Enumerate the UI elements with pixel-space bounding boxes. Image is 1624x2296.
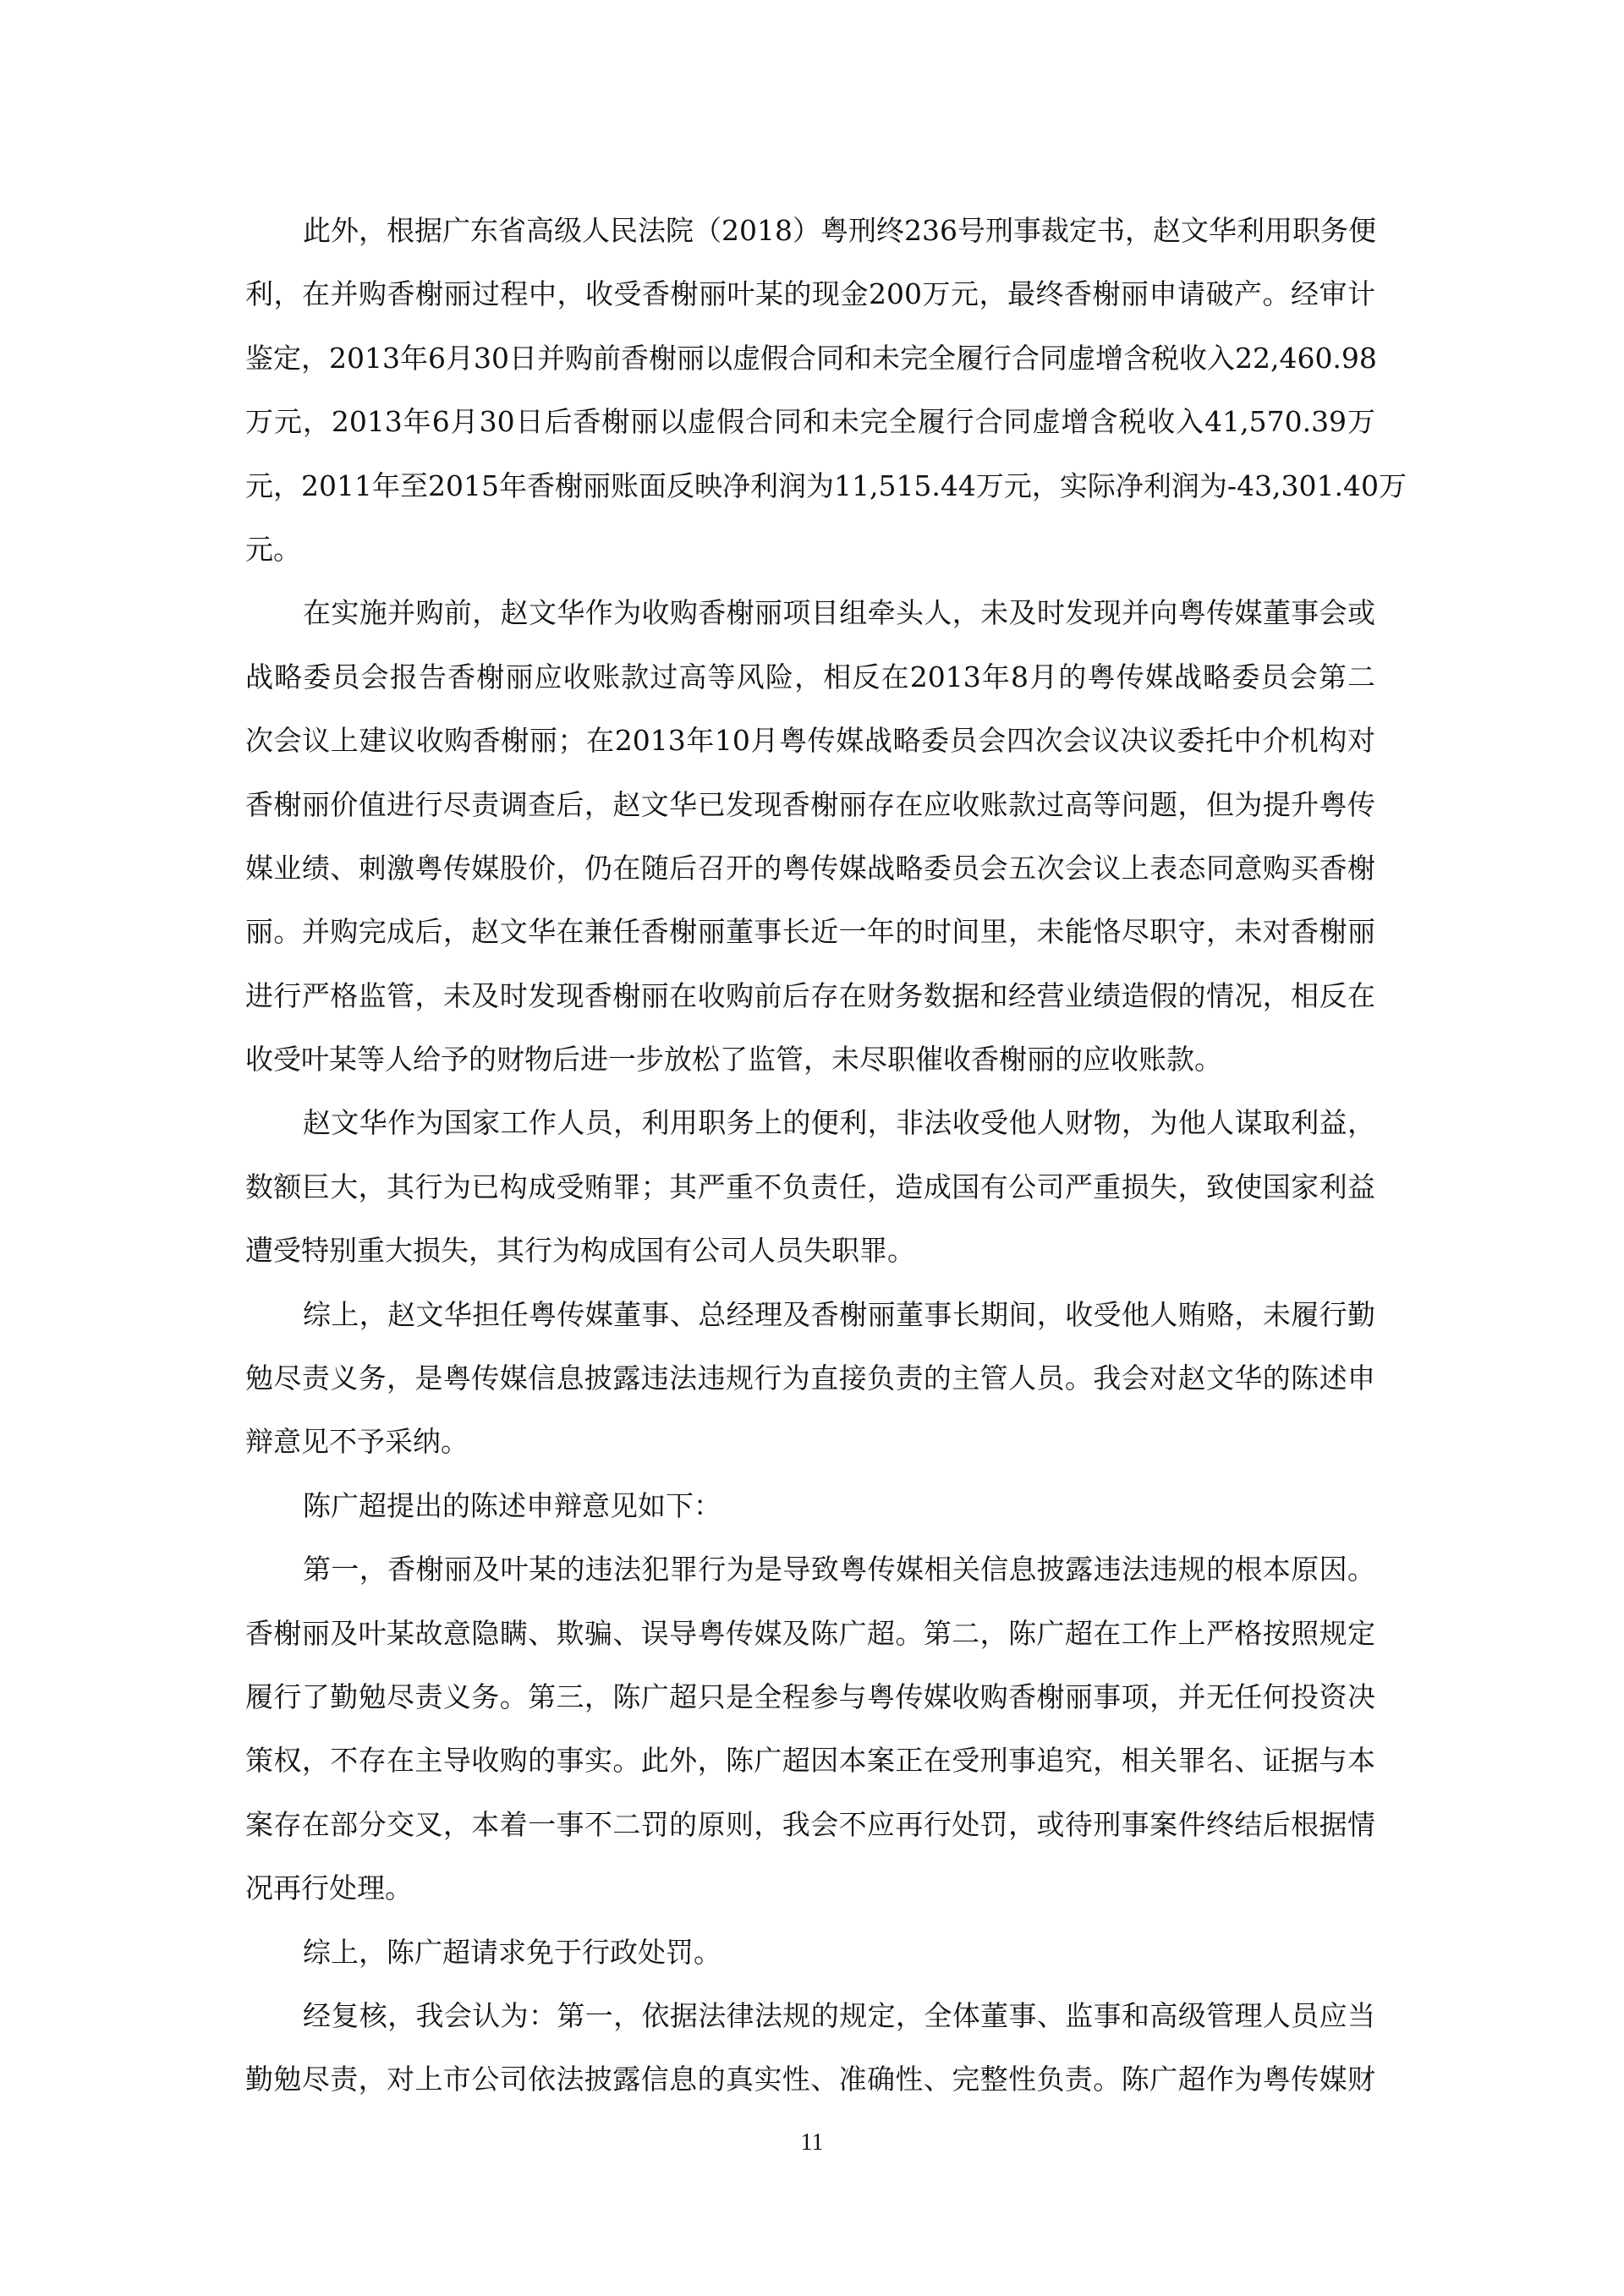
text-line: 案存在部分交叉，本着一事不二罚的原则，我会不应再行处罚，或待刑事案件终结后根据情 [245, 1807, 1375, 1841]
text-line: 履行了勤勉尽责义务。第三，陈广超只是全程参与粤传媒收购香榭丽事项，并无任何投资决 [245, 1680, 1375, 1713]
paragraph-6 [245, 1550, 1375, 1932]
text-line: 辩意见不予采纳。 [245, 1425, 469, 1459]
text-line: 数额巨大，其行为已构成受贿罪；其严重不负责任，造成国有公司严重损失，致使国家利益 [245, 1170, 1375, 1203]
text-line: 进行严格监管，未及时发现香榭丽在收购前后存在财务数据和经营业绩造假的情况，相反在 [245, 978, 1375, 1012]
paragraph-7 [245, 1933, 1375, 1997]
text-line: 策权，不存在主导收购的事实。此外，陈广超因本案正在受刑事追究，相关罪名、证据与本 [245, 1744, 1375, 1778]
text-line: 元。 [245, 532, 301, 566]
text-line: 在实施并购前，赵文华作为收购香榭丽项目组牵头人，未及时发现并向粤传媒董事会或 [303, 596, 1375, 630]
text-line: 此外，根据广东省高级人民法院（2018）粤刑终236号刑事裁定书，赵文华利用职务便 [303, 214, 1376, 247]
text-line: 综上，陈广超请求免于行政处罚。 [303, 1935, 721, 1969]
paragraph-2 [245, 594, 1375, 1104]
text-line: 香榭丽价值进行尽责调查后，赵文华已发现香榭丽存在应收账款过高等问题，但为提升粤传 [245, 787, 1375, 821]
text-line: 利，在并购香榭丽过程中，收受香榭丽叶某的现金200万元，最终香榭丽申请破产。经审计 [245, 277, 1375, 311]
text-line: 战略委员会报告香榭丽应收账款过高等风险，相反在2013年8月的粤传媒战略委员会第二 [245, 660, 1375, 693]
paragraph-8 [245, 1997, 1375, 2124]
text-line: 丽。并购完成后，赵文华在兼任香榭丽董事长近一年的时间里，未能恪尽职守，未对香榭丽 [245, 915, 1375, 949]
page-number: 11 [800, 2129, 824, 2156]
text-line: 元，2011年至2015年香榭丽账面反映净利润为11,515.44万元，实际净利润为-43,301.40万 [245, 469, 1407, 502]
text-line: 况再行处理。 [245, 1871, 413, 1905]
text-line: 万元，2013年6月30日后香榭丽以虚假合同和未完全履行合同虚增含税收入41,570.39万 [245, 405, 1375, 439]
text-line: 第一，香榭丽及叶某的违法犯罪行为是导致粤传媒相关信息披露违法违规的根本原因。 [303, 1553, 1375, 1586]
text-line: 媒业绩、刺激粤传媒股价，仍在随后召开的粤传媒战略委员会五次会议上表态同意购买香榭 [245, 851, 1375, 885]
document-body [245, 211, 1407, 2124]
text-line: 陈广超提出的陈述申辩意见如下： [303, 1488, 721, 1522]
text-line: 勉尽责义务，是粤传媒信息披露违法违规行为直接负责的主管人员。我会对赵文华的陈述申 [245, 1362, 1375, 1395]
paragraph-1 [245, 211, 1407, 594]
text-line: 赵文华作为国家工作人员，利用职务上的便利，非法收受他人财物，为他人谋取利益， [303, 1106, 1375, 1140]
text-line: 次会议上建议收购香榭丽；在2013年10月粤传媒战略委员会四次会议决议委托中介机构对 [245, 724, 1375, 758]
text-line: 勤勉尽责，对上市公司依法披露信息的真实性、准确性、完整性负责。陈广超作为粤传媒财 [245, 2063, 1375, 2096]
text-line: 综上，赵文华担任粤传媒董事、总经理及香榭丽董事长期间，收受他人贿赂，未履行勤 [303, 1297, 1375, 1331]
paragraph-3 [245, 1104, 1375, 1295]
paragraph-5 [245, 1487, 1375, 1550]
text-line: 鉴定，2013年6月30日并购前香榭丽以虚假合同和未完全履行合同虚增含税收入22,460.98 [245, 341, 1377, 375]
text-line: 经复核，我会认为：第一，依据法律法规的规定，全体董事、监事和高级管理人员应当 [303, 1998, 1375, 2032]
paragraph-4 [245, 1296, 1375, 1487]
text-line: 收受叶某等人给予的财物后进一步放松了监管，未尽职催收香榭丽的应收账款。 [245, 1043, 1222, 1077]
text-line: 遭受特别重大损失，其行为构成国有公司人员失职罪。 [245, 1234, 915, 1268]
text-line: 香榭丽及叶某故意隐瞒、欺骗、误导粤传媒及陈广超。第二，陈广超在工作上严格按照规定 [245, 1616, 1375, 1650]
